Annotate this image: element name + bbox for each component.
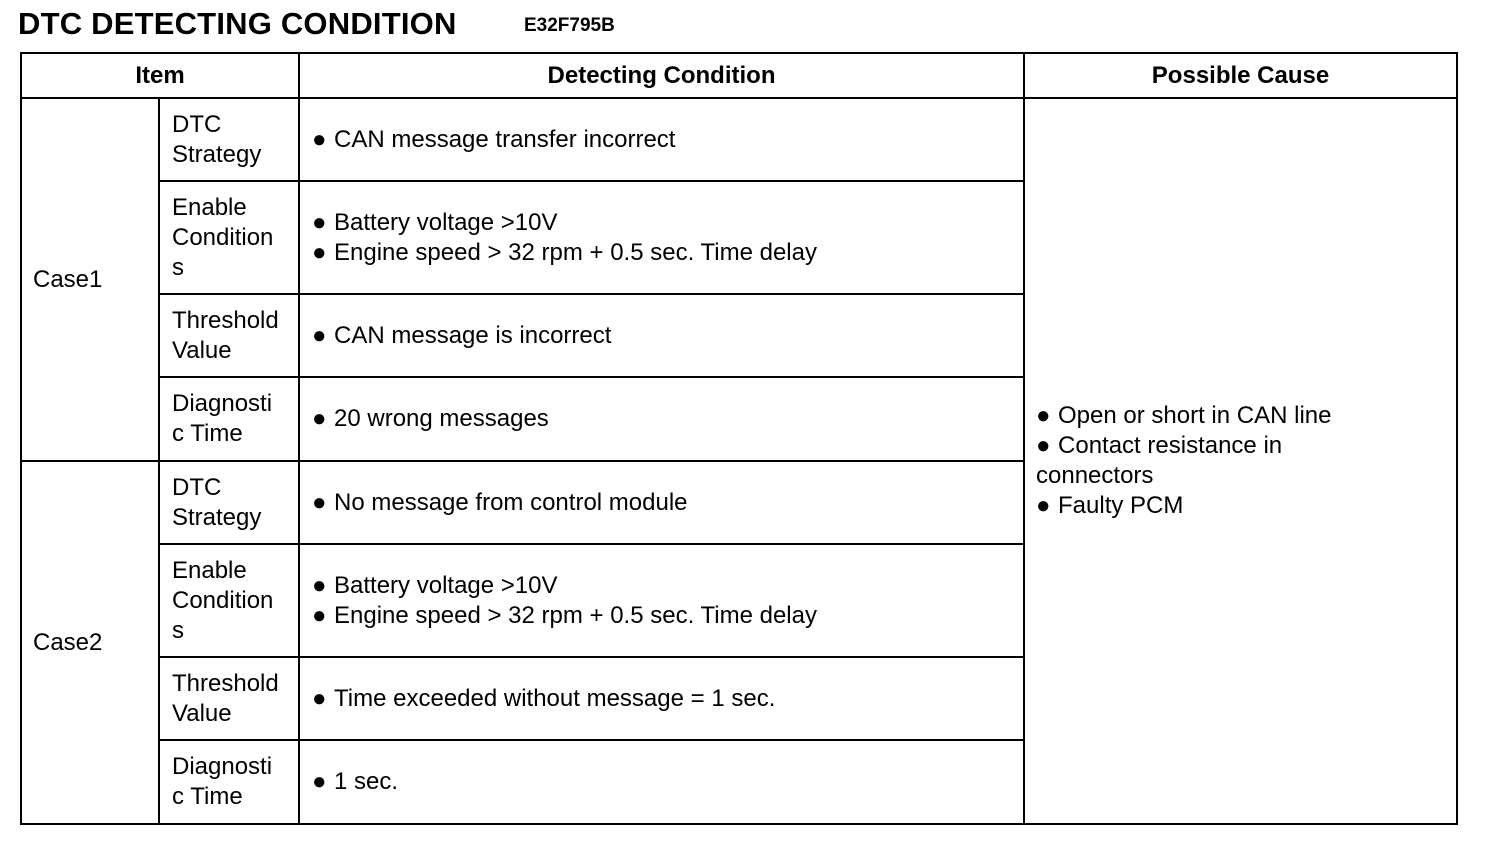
condition-line: ● Time exceeded without message = 1 sec. [312, 684, 776, 712]
condition-line: ● Engine speed > 32 rpm + 0.5 sec. Time delay [312, 238, 817, 266]
bullet-icon: ● [312, 321, 327, 349]
condition-line: ● 20 wrong messages [312, 405, 549, 432]
bullet-icon: ● [312, 125, 327, 153]
condition-line: ● Engine speed > 32 rpm + 0.5 sec. Time delay [312, 601, 817, 629]
item-label: Threshold Value [159, 294, 299, 377]
document-code: E32F795B [524, 15, 615, 36]
column-header-item: Item [21, 53, 299, 98]
item-label: Threshold Value [159, 657, 299, 740]
possible-cause-cell [1024, 98, 1457, 824]
bullet-icon: ● [1036, 402, 1051, 429]
condition-line: ● Battery voltage >10V [312, 571, 558, 599]
condition-cell [299, 461, 1024, 544]
bullet-icon: ● [312, 571, 327, 599]
condition-line: ● CAN message transfer incorrect [312, 125, 676, 153]
item-label: Diagnosti c Time [159, 377, 299, 461]
condition-cell [299, 181, 1024, 294]
condition-cell [299, 294, 1024, 377]
cause-line: ● Faulty PCM [1036, 492, 1184, 519]
cause-line: ● Contact resistance in connectors [1036, 432, 1283, 489]
condition-line: ● CAN message is incorrect [312, 321, 612, 349]
column-header-detecting-condition: Detecting Condition [299, 53, 1024, 98]
column-header-possible-cause: Possible Cause [1024, 53, 1457, 98]
dtc-table [20, 52, 1458, 825]
bullet-icon: ● [312, 601, 327, 629]
condition-cell [299, 657, 1024, 740]
bullet-icon: ● [312, 238, 327, 266]
item-label: DTC Strategy [159, 461, 299, 544]
condition-cell [299, 740, 1024, 824]
bullet-icon: ● [312, 405, 327, 432]
condition-cell [299, 544, 1024, 657]
condition-cell [299, 377, 1024, 461]
condition-cell [299, 98, 1024, 181]
item-label: Enable Condition s [159, 181, 299, 294]
bullet-icon: ● [312, 488, 327, 516]
header-row [21, 53, 1457, 98]
condition-line: ● 1 sec. [312, 768, 399, 795]
bullet-icon: ● [312, 208, 327, 236]
case-label: Case2 [21, 461, 159, 824]
page-title: DTC DETECTING CONDITION [18, 6, 457, 41]
bullet-icon: ● [1036, 432, 1051, 459]
condition-line: ● No message from control module [312, 488, 688, 516]
item-label: Diagnosti c Time [159, 740, 299, 824]
bullet-icon: ● [312, 684, 327, 712]
table-row [21, 98, 1457, 181]
condition-line: ● Battery voltage >10V [312, 208, 558, 236]
cause-line: ● Open or short in CAN line [1036, 402, 1332, 429]
bullet-icon: ● [312, 768, 327, 795]
item-label: DTC Strategy [159, 98, 299, 181]
bullet-icon: ● [1036, 492, 1051, 519]
item-label: Enable Condition s [159, 544, 299, 657]
case-label: Case1 [21, 98, 159, 461]
